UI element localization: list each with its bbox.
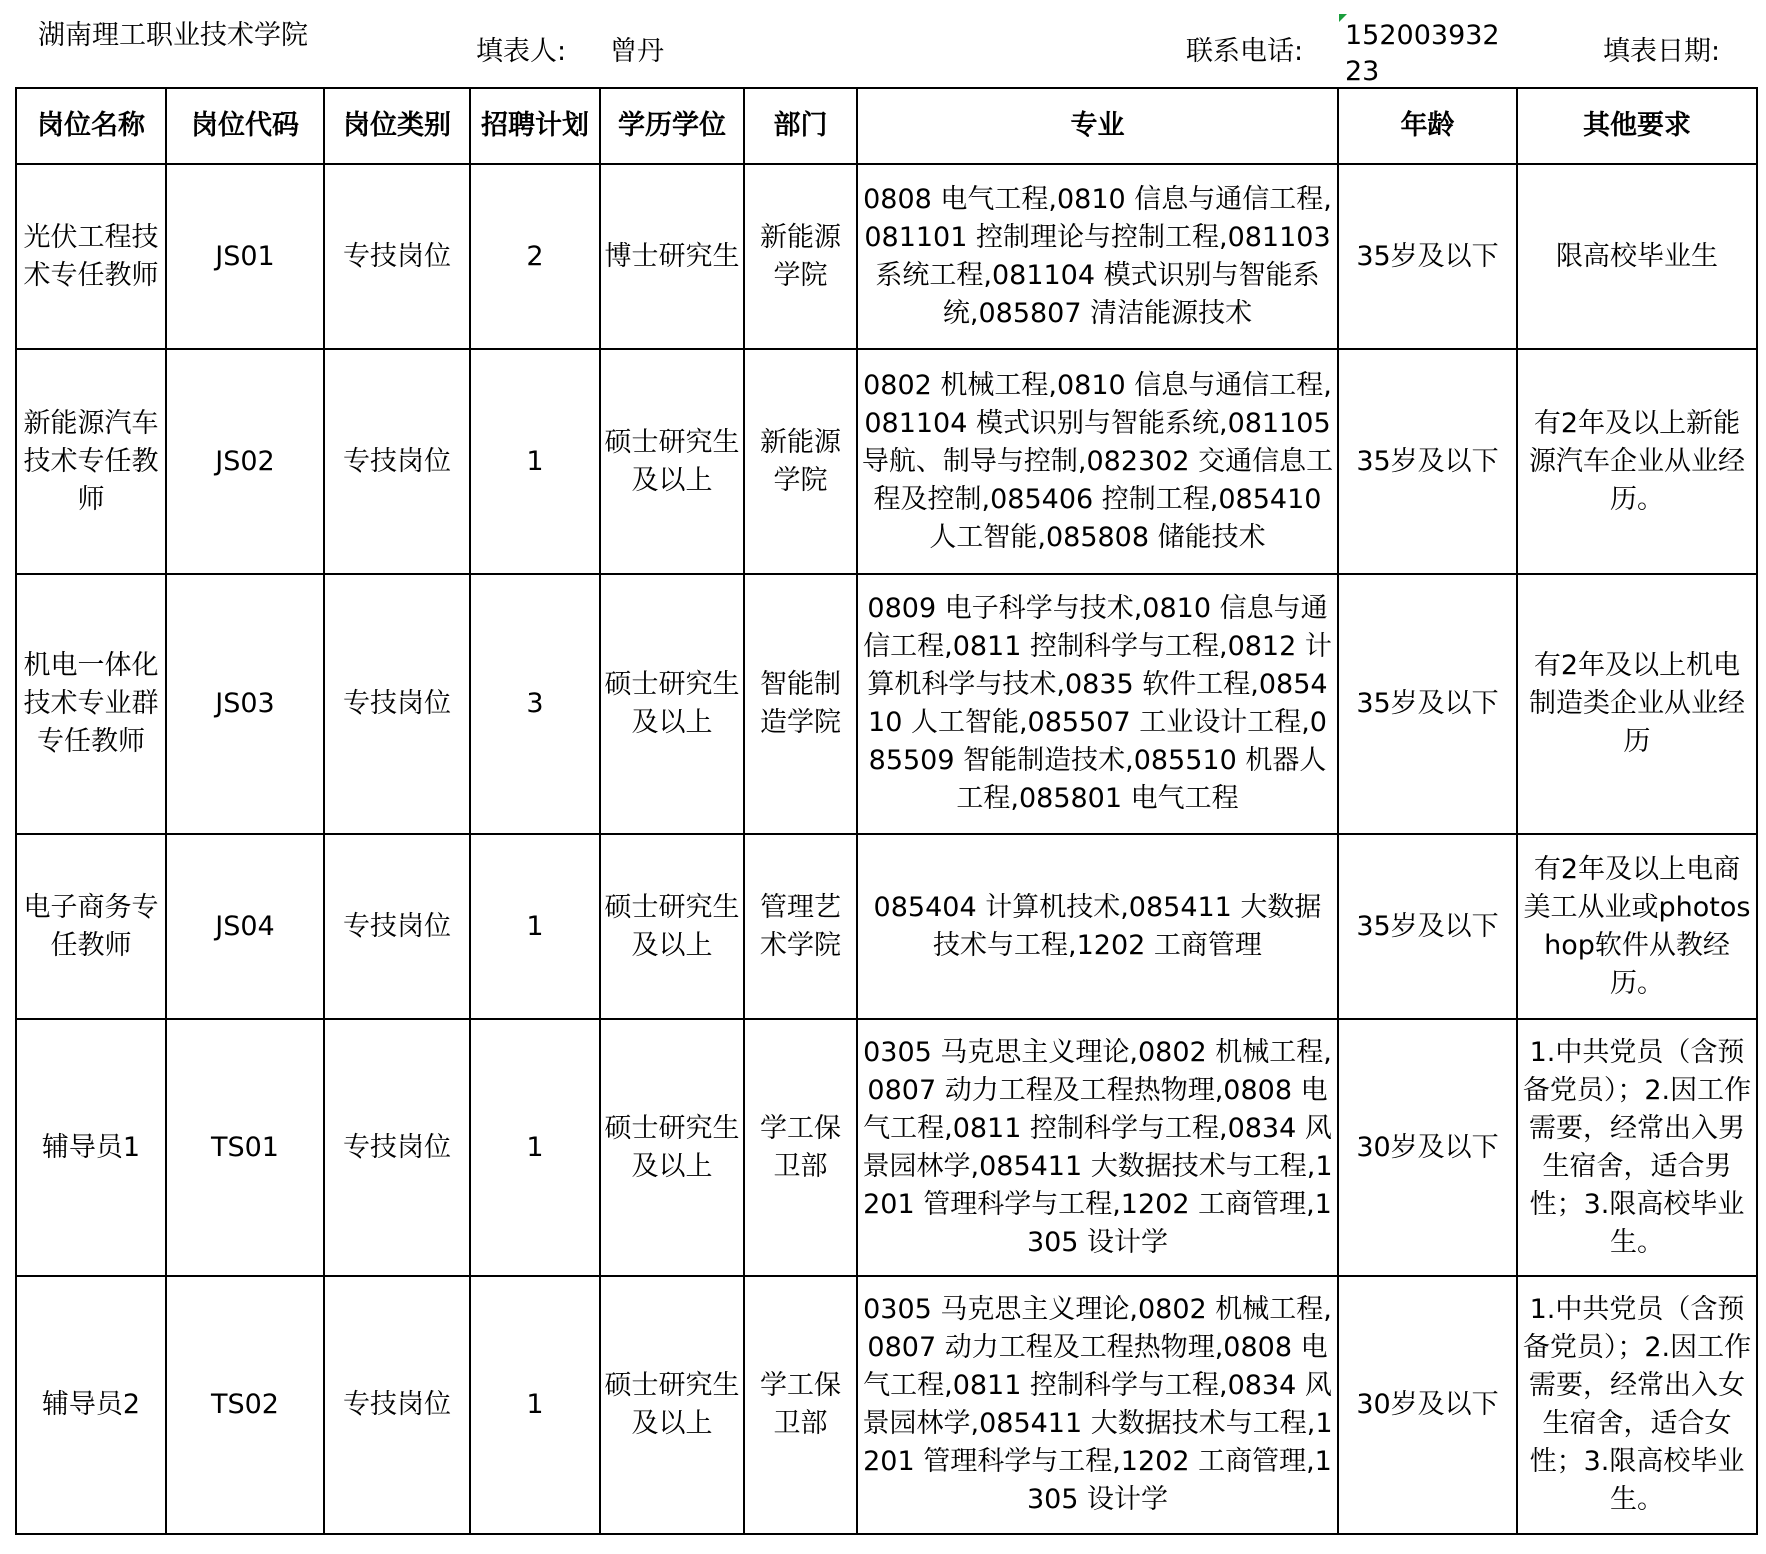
column-header: 部门 [744,88,857,164]
position-code: TS01 [166,1019,324,1276]
recruit-plan: 1 [470,349,600,574]
position-category: 专技岗位 [324,164,470,349]
column-header: 学历学位 [600,88,744,164]
position-name: 新能源汽车技术专任教师 [16,349,166,574]
phone-value: 15200393223 [1345,20,1500,87]
column-header: 专业 [857,88,1338,164]
position-category: 专技岗位 [324,1019,470,1276]
major: 0808 电气工程,0810 信息与通信工程,081101 控制理论与控制工程,081103 系统工程,081104 模式识别与智能系统,085807 清洁能源技术 [857,164,1338,349]
recruit-plan: 1 [470,1019,600,1276]
age: 35岁及以下 [1338,164,1517,349]
position-category: 专技岗位 [324,349,470,574]
column-header: 其他要求 [1517,88,1757,164]
degree: 硕士研究生及以上 [600,574,744,834]
recruit-plan: 1 [470,1276,600,1534]
position-code: JS02 [166,349,324,574]
column-header: 岗位名称 [16,88,166,164]
major: 0809 电子科学与技术,0810 信息与通信工程,0811 控制科学与工程,0812 计算机科学与技术,0835 软件工程,085410 人工智能,085507 工业设计工程,085509 智能制造技术,085510 机器人工程,085801 电气工程 [857,574,1338,834]
column-header: 岗位代码 [166,88,324,164]
age: 35岁及以下 [1338,834,1517,1019]
position-code: JS04 [166,834,324,1019]
other-requirements: 有2年及以上机电制造类企业从业经历 [1517,574,1757,834]
column-header: 招聘计划 [470,88,600,164]
degree: 博士研究生 [600,164,744,349]
position-name: 机电一体化技术专业群专任教师 [16,574,166,834]
column-header: 年龄 [1338,88,1517,164]
major: 0305 马克思主义理论,0802 机械工程,0807 动力工程及工程热物理,0808 电气工程,0811 控制科学与工程,0834 风景园林学,085411 大数据技术与工程,1201 管理科学与工程,1202 工商管理,1305 设计学 [857,1019,1338,1276]
position-category: 专技岗位 [324,574,470,834]
other-requirements: 有2年及以上电商美工从业或photoshop软件从教经历。 [1517,834,1757,1019]
other-requirements: 限高校毕业生 [1517,164,1757,349]
table-row [16,574,1757,834]
department: 新能源学院 [744,164,857,349]
degree: 硕士研究生及以上 [600,1276,744,1534]
column-header: 岗位类别 [324,88,470,164]
table-header-row [16,88,1757,164]
position-name: 光伏工程技术专任教师 [16,164,166,349]
table-row [16,1276,1757,1534]
position-code: JS03 [166,574,324,834]
recruit-plan: 3 [470,574,600,834]
major: 085404 计算机技术,085411 大数据技术与工程,1202 工商管理 [857,834,1338,1019]
date-label: 填表日期: [1603,36,1721,67]
other-requirements: 1.中共党员（含预备党员）；2.因工作需要，经常出入男生宿舍，适合男性；3.限高校毕业生。 [1517,1019,1757,1276]
department: 学工保卫部 [744,1019,857,1276]
organization-name: 湖南理工职业技术学院 [38,20,308,51]
table-row [16,1019,1757,1276]
position-name: 电子商务专任教师 [16,834,166,1019]
table-row [16,349,1757,574]
degree: 硕士研究生及以上 [600,834,744,1019]
filler-label: 填表人: [476,36,567,67]
degree: 硕士研究生及以上 [600,1019,744,1276]
position-category: 专技岗位 [324,1276,470,1534]
department: 新能源学院 [744,349,857,574]
recruit-plan: 1 [470,834,600,1019]
filler-name: 曾丹 [610,36,664,67]
position-name: 辅导员1 [16,1019,166,1276]
other-requirements: 1.中共党员（含预备党员）；2.因工作需要，经常出入女生宿舍，适合女性；3.限高校毕业生。 [1517,1276,1757,1534]
degree: 硕士研究生及以上 [600,349,744,574]
age: 30岁及以下 [1338,1019,1517,1276]
recruit-plan: 2 [470,164,600,349]
position-category: 专技岗位 [324,834,470,1019]
department: 智能制造学院 [744,574,857,834]
table-row [16,834,1757,1019]
age: 35岁及以下 [1338,574,1517,834]
age: 35岁及以下 [1338,349,1517,574]
table-row [16,164,1757,349]
other-requirements: 有2年及以上新能源汽车企业从业经历。 [1517,349,1757,574]
age: 30岁及以下 [1338,1276,1517,1534]
recruitment-table [15,87,1758,1535]
major: 0305 马克思主义理论,0802 机械工程,0807 动力工程及工程热物理,0808 电气工程,0811 控制科学与工程,0834 风景园林学,085411 大数据技术与工程,1201 管理科学与工程,1202 工商管理,1305 设计学 [857,1276,1338,1534]
department: 管理艺术学院 [744,834,857,1019]
position-code: TS02 [166,1276,324,1534]
major: 0802 机械工程,0810 信息与通信工程,081104 模式识别与智能系统,081105 导航、制导与控制,082302 交通信息工程及控制,085406 控制工程,085410 人工智能,085808 储能技术 [857,349,1338,574]
phone-label: 联系电话: [1186,36,1304,67]
position-code: JS01 [166,164,324,349]
position-name: 辅导员2 [16,1276,166,1534]
department: 学工保卫部 [744,1276,857,1534]
